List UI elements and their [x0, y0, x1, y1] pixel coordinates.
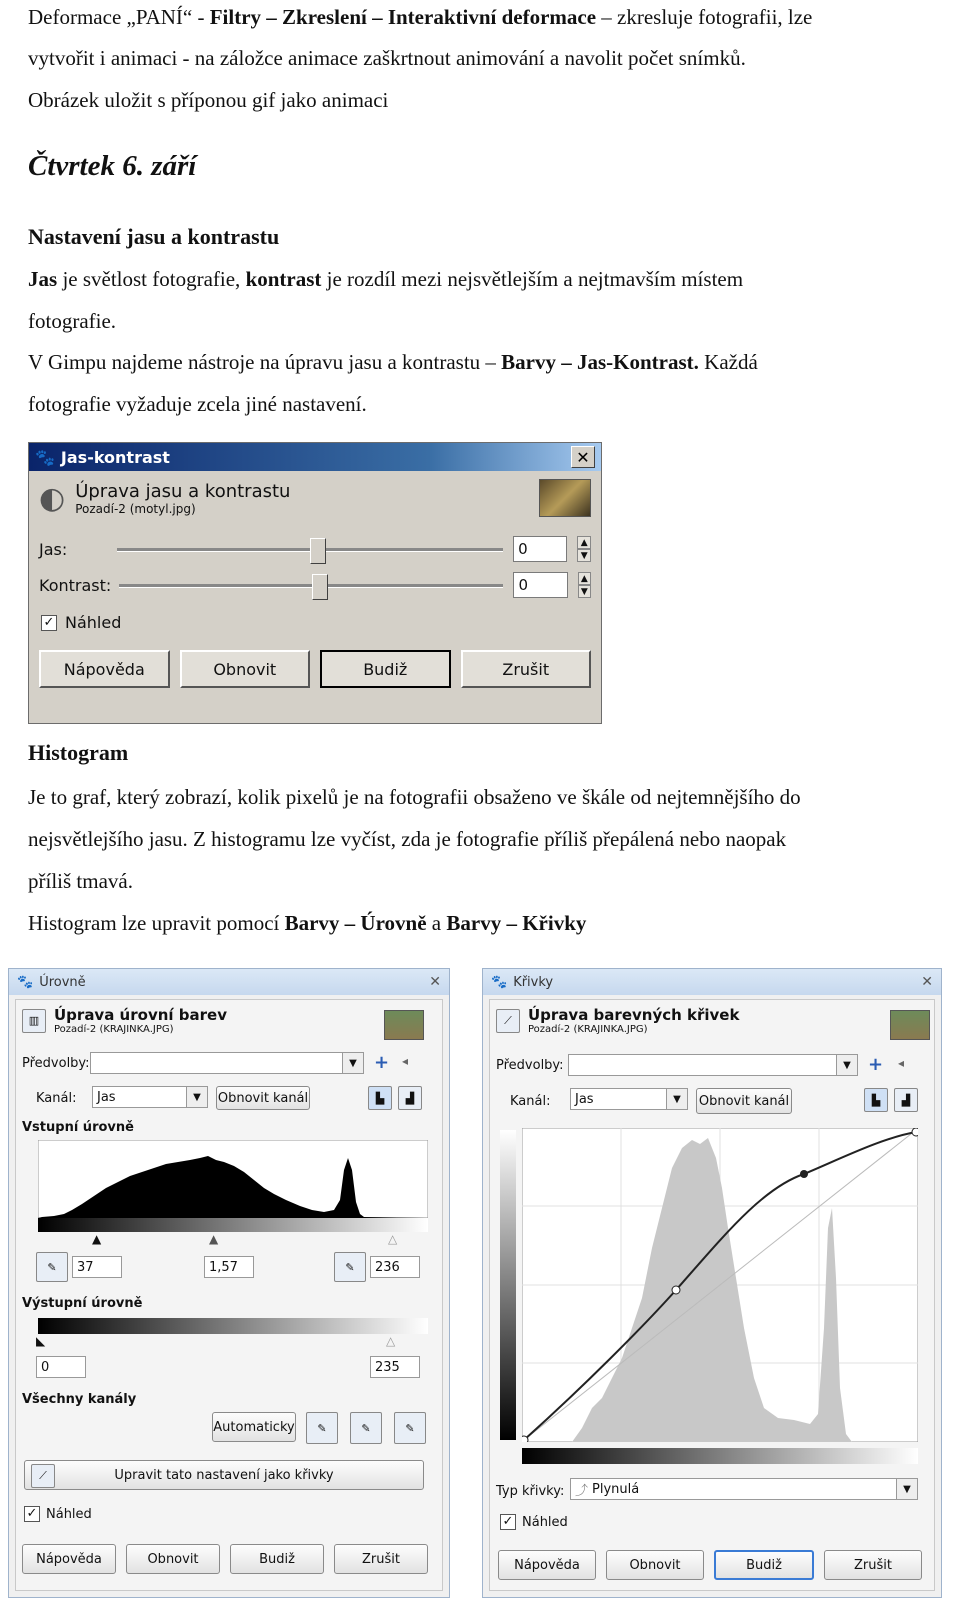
brightness-input[interactable]: 0 [513, 536, 567, 562]
gimp-icon: 🐾 [491, 974, 508, 990]
contrast-label: Kontrast: [39, 575, 112, 595]
close-icon[interactable]: ✕ [429, 974, 441, 990]
presets-combo[interactable] [568, 1054, 858, 1076]
channel-label: Kanál: [510, 1094, 551, 1109]
black-eyedropper-icon[interactable]: ✎ [306, 1412, 338, 1444]
channel-combo[interactable] [92, 1086, 208, 1108]
output-gradient [38, 1318, 428, 1334]
input-white-point-handle[interactable]: △ [388, 1232, 398, 1246]
preview-label: Náhled [46, 1506, 92, 1522]
brightness-para-line-1: Jas je světlost fotografie, kontrast je rozdíl mezi nejsvětlejším a nejtmavším místem [28, 267, 744, 291]
input-histogram [38, 1140, 428, 1218]
black-eyedropper-icon[interactable]: ✎ [36, 1252, 68, 1282]
brightness-slider[interactable] [117, 542, 504, 556]
chevron-down-icon: ▼ [666, 1089, 687, 1109]
preview-checkbox[interactable]: ✓ [500, 1514, 516, 1530]
gimp-icon: 🐾 [35, 447, 55, 467]
preset-menu-icon[interactable]: ◂ [898, 1056, 905, 1070]
dialog-header [29, 471, 601, 525]
histogram-para-line-2: nejsvětlejšího jasu. Z histogramu lze vyčíst, zda je fotografie příliš přepálená nebo naopak [28, 827, 787, 851]
presets-label: Předvolby: [22, 1056, 90, 1071]
presets-combo[interactable] [90, 1052, 364, 1074]
vertical-gradient [500, 1130, 516, 1440]
gimp-icon: 🐾 [17, 974, 34, 990]
channel-value: Jas [575, 1091, 594, 1107]
ok-button[interactable]: Budiž [320, 650, 451, 688]
all-channels-heading: Všechny kanály [22, 1392, 137, 1407]
curves-titlebar [483, 969, 941, 995]
curves-icon: ⟋ [496, 1009, 520, 1033]
output-high-handle[interactable]: △ [386, 1334, 396, 1348]
help-button[interactable]: Nápověda [39, 650, 170, 688]
curve-type-label: Typ křivky: [496, 1484, 565, 1499]
chevron-down-icon: ▼ [896, 1479, 917, 1499]
curves-header-title: Úprava barevných křivek [528, 1006, 740, 1024]
levels-header-subtitle: Pozadí-2 (KRAJINKA.JPG) [54, 1024, 174, 1035]
channel-value: Jas [97, 1089, 116, 1105]
histogram-para-line-4: Histogram lze upravit pomocí Barvy – Úrovně a Barvy – Křivky [28, 911, 587, 935]
curves-graph[interactable] [522, 1128, 918, 1442]
intro-line-2: vytvořit i animaci - na záložce animace zaškrtnout animování a navolit počet snímků. [28, 46, 746, 70]
preview-checkbox[interactable]: ✓ [41, 615, 57, 631]
levels-body [15, 999, 443, 1591]
cancel-button[interactable]: Zrušit [824, 1550, 922, 1580]
levels-icon: ▥ [22, 1009, 46, 1033]
curves-buttons [498, 1550, 922, 1580]
output-low-handle[interactable]: ◣ [36, 1334, 46, 1348]
log-histogram-icon[interactable]: ▟ [894, 1088, 918, 1112]
preview-label: Náhled [522, 1514, 568, 1530]
input-black-point-handle[interactable]: ▲ [92, 1232, 102, 1246]
levels-preview-row[interactable] [24, 1506, 92, 1522]
histogram-para-line-3: příliš tmavá. [28, 869, 133, 893]
dialog-titlebar [29, 443, 601, 471]
curve-type-value: Plynulá [592, 1481, 640, 1497]
input-low-field[interactable]: 37 [72, 1256, 122, 1278]
gray-eyedropper-icon[interactable]: ✎ [350, 1412, 382, 1444]
chevron-down-icon: ▼ [186, 1087, 207, 1107]
levels-titlebar [9, 969, 449, 995]
levels-header-title: Úprava úrovní barev [54, 1006, 227, 1024]
close-icon[interactable]: ✕ [921, 974, 933, 990]
dialog-buttons [29, 642, 601, 696]
histogram-para-line-1: Je to graf, který zobrazí, kolik pixelů je na fotografii obsaženo ve škále od nejtemnějšího do [28, 785, 801, 809]
help-button[interactable]: Nápověda [22, 1544, 116, 1574]
intro-line-3: Obrázek uložit s příponou gif jako animaci [28, 88, 389, 112]
brightness-icon: ◐ [39, 480, 66, 516]
curve-type-combo[interactable] [570, 1478, 918, 1500]
brightness-row [29, 531, 601, 567]
image-thumbnail [384, 1010, 424, 1040]
brightness-label: Jas: [39, 539, 68, 559]
edit-as-curves-button[interactable]: ⟋ Upravit tato nastavení jako křivky [24, 1460, 424, 1490]
reset-channel-button[interactable]: Obnovit kanál [216, 1086, 310, 1110]
linear-histogram-icon[interactable]: ▙ [864, 1088, 888, 1112]
cancel-button[interactable]: Zrušit [461, 650, 592, 688]
preview-checkbox-row[interactable] [29, 603, 601, 642]
contrast-spinner[interactable]: ▲ ▼ [578, 572, 591, 598]
white-eyedropper-icon[interactable]: ✎ [334, 1252, 366, 1282]
section-heading-histogram: Histogram [28, 740, 129, 765]
preview-checkbox[interactable]: ✓ [24, 1506, 40, 1522]
brightness-para-line-2: fotografie. [28, 309, 117, 333]
add-preset-icon[interactable]: + [374, 1052, 390, 1073]
input-gradient [38, 1218, 428, 1232]
brightness-slider-handle[interactable] [310, 538, 326, 564]
gimp-para-line-2: fotografie vyžaduje zcela jiné nastavení. [28, 392, 367, 416]
presets-label: Předvolby: [496, 1058, 564, 1073]
gimp-para-line-1: V Gimpu najdeme nástroje na úpravu jasu a kontrastu – Barvy – Jas-Kontrast. Každá [28, 350, 758, 374]
curves-header-subtitle: Pozadí-2 (KRAJINKA.JPG) [528, 1024, 648, 1035]
day-heading: Čtvrtek 6. září [28, 150, 197, 182]
cancel-button[interactable]: Zrušit [334, 1544, 428, 1574]
curves-icon: ⟋ [31, 1464, 55, 1488]
white-eyedropper-icon[interactable]: ✎ [394, 1412, 426, 1444]
dialog-header-subtitle: Pozadí-2 (motyl.jpg) [75, 501, 196, 516]
section-heading-brightness: Nastavení jasu a kontrastu [28, 224, 280, 249]
preview-label: Náhled [65, 613, 122, 632]
curves-body [489, 999, 935, 1591]
curves-header [496, 1006, 739, 1035]
help-button[interactable]: Nápověda [498, 1550, 596, 1580]
contrast-slider-handle[interactable] [312, 574, 328, 600]
linear-histogram-icon[interactable]: ▙ [368, 1086, 392, 1110]
input-high-field[interactable]: 236 [370, 1256, 420, 1278]
contrast-row [29, 567, 601, 603]
chevron-down-icon: ▼ [836, 1055, 857, 1075]
reset-channel-button[interactable]: Obnovit kanál [696, 1088, 792, 1114]
input-gamma-field[interactable]: 1,57 [204, 1256, 254, 1278]
channel-combo[interactable] [570, 1088, 688, 1110]
levels-header [22, 1006, 227, 1035]
reset-button[interactable]: Obnovit [606, 1550, 704, 1580]
close-icon[interactable]: ✕ [571, 446, 595, 468]
output-low-field[interactable]: 0 [36, 1356, 86, 1378]
add-preset-icon[interactable]: + [868, 1054, 884, 1075]
curves-window-title: Křivky [513, 974, 554, 990]
image-thumbnail [539, 479, 591, 517]
horizontal-gradient [522, 1448, 918, 1464]
curves-dialog [482, 968, 942, 1598]
input-levels-heading: Vstupní úrovně [22, 1120, 134, 1135]
brightness-contrast-dialog [28, 442, 602, 724]
levels-buttons [22, 1544, 428, 1574]
auto-button[interactable]: Automaticky [212, 1412, 296, 1442]
brightness-spinner[interactable]: ▲ ▼ [577, 536, 591, 562]
output-levels-heading: Výstupní úrovně [22, 1296, 143, 1311]
image-thumbnail [890, 1010, 930, 1040]
dialog-title: Jas-kontrast [60, 447, 170, 467]
preset-menu-icon[interactable]: ◂ [402, 1054, 409, 1068]
intro-line-1: Deformace „PANÍ“ - Filtry – Zkreslení – Interaktivní deformace – zkresluje fotografii, lze [28, 5, 813, 29]
ok-button[interactable]: Budiž [230, 1544, 324, 1574]
levels-window-title: Úrovně [39, 974, 86, 990]
contrast-input[interactable]: 0 [513, 572, 567, 598]
log-histogram-icon[interactable]: ▟ [398, 1086, 422, 1110]
input-gamma-handle[interactable]: ▲ [209, 1232, 219, 1246]
contrast-slider[interactable] [119, 578, 503, 592]
reset-button[interactable]: Obnovit [126, 1544, 220, 1574]
ok-button[interactable]: Budiž [714, 1550, 814, 1580]
levels-dialog [8, 968, 450, 1598]
dialog-header-title: Úprava jasu a kontrastu [75, 480, 291, 502]
reset-button[interactable]: Obnovit [180, 650, 311, 688]
channel-label: Kanál: [36, 1091, 77, 1106]
chevron-down-icon: ▼ [342, 1053, 363, 1073]
output-high-field[interactable]: 235 [370, 1356, 420, 1378]
curves-preview-row[interactable] [500, 1514, 568, 1530]
smooth-curve-icon: ⤴ [575, 1483, 589, 1499]
